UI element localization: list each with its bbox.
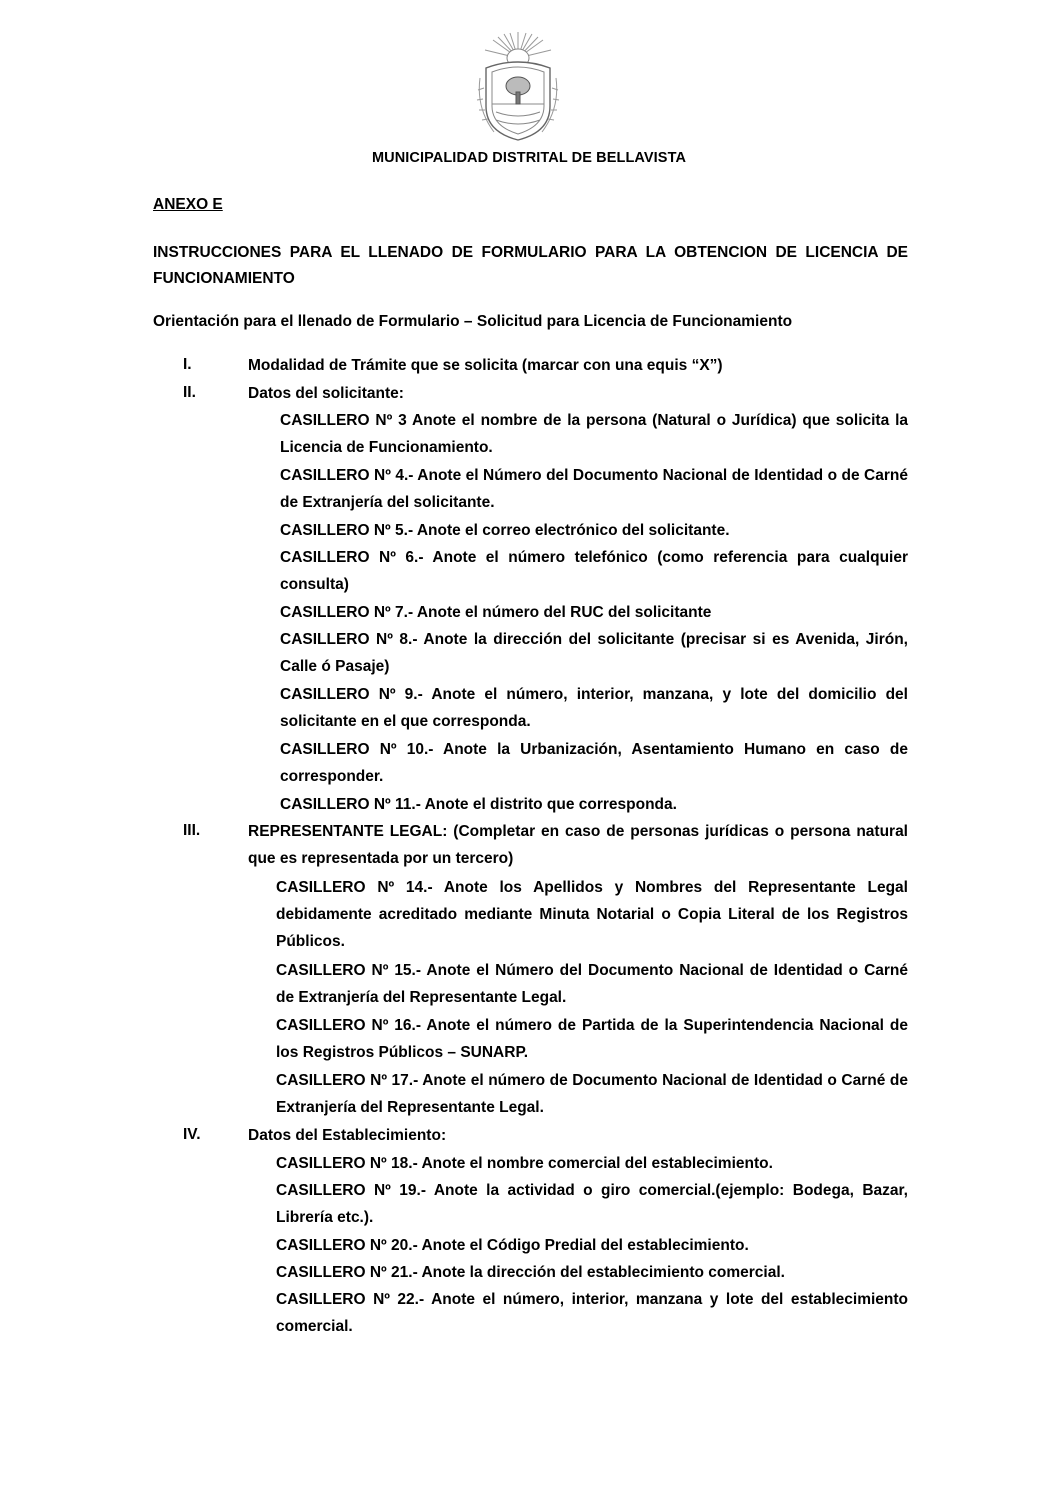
list-item: CASILLERO Nº 8.- Anote la dirección del solicitante (precisar si es Avenida, Jirón, Calle ó Pasaje) xyxy=(280,631,908,675)
list-item: CASILLERO Nº 10.- Anote la Urbanización, Asentamiento Humano en caso de corresponder. xyxy=(280,741,908,785)
section-title-4: Datos del Establecimiento: xyxy=(248,1127,447,1144)
list-item: CASILLERO Nº 5.- Anote el correo electrónico del solicitante. xyxy=(280,522,730,539)
section-numeral-4: IV. xyxy=(183,1126,201,1143)
orientation-subtitle: Orientación para el llenado de Formulario – Solicitud para Licencia de Funcionamiento xyxy=(153,313,793,330)
anexo-heading: ANEXO E xyxy=(153,196,223,213)
list-item: CASILLERO Nº 9.- Anote el número, interior, manzana, y lote del domicilio del solicitante en el que corresponda. xyxy=(280,686,908,730)
list-item: CASILLERO Nº 11.- Anote el distrito que corresponda. xyxy=(280,796,677,813)
list-item: CASILLERO Nº 17.- Anote el número de Documento Nacional de Identidad o Carné de Extranjería del Representante Legal. xyxy=(276,1072,908,1116)
list-item: CASILLERO Nº 7.- Anote el número del RUC del solicitante xyxy=(280,604,712,621)
section-title-1: Modalidad de Trámite que se solicita (marcar con una equis “X”) xyxy=(248,357,723,374)
municipality-title: MUNICIPALIDAD DISTRITAL DE BELLAVISTA xyxy=(371,150,687,166)
list-item: CASILLERO Nº 3 Anote el nombre de la persona (Natural o Jurídica) que solicita la Licencia de Funcionamiento. xyxy=(280,412,908,456)
list-item: CASILLERO Nº 16.- Anote el número de Partida de la Superintendencia Nacional de los Registros Públicos – SUNARP. xyxy=(276,1017,908,1061)
list-item: CASILLERO Nº 21.- Anote la dirección del establecimiento comercial. xyxy=(276,1264,785,1281)
section-title-2: Datos del solicitante: xyxy=(248,385,404,402)
list-item: CASILLERO Nº 20.- Anote el Código Predial del establecimiento. xyxy=(276,1237,749,1254)
list-item: CASILLERO Nº 4.- Anote el Número del Documento Nacional de Identidad o de Carné de Extranjería del solicitante. xyxy=(280,467,908,511)
list-item: CASILLERO Nº 19.- Anote la actividad o giro comercial.(ejemplo: Bodega, Bazar, Librería etc.). xyxy=(276,1182,908,1226)
list-item: CASILLERO Nº 18.- Anote el nombre comercial del establecimiento. xyxy=(276,1155,773,1172)
section-numeral-3: III. xyxy=(183,822,201,839)
coat-of-arms-icon xyxy=(472,28,564,146)
section-numeral-2: II. xyxy=(183,384,196,401)
section-numeral-1: I. xyxy=(183,356,192,373)
list-item: CASILLERO Nº 15.- Anote el Número del Documento Nacional de Identidad o Carné de Extranjería del Representante Legal. xyxy=(276,962,908,1006)
section-title-3: REPRESENTANTE LEGAL: (Completar en caso de personas jurídicas o persona natural que es representada por un tercero) xyxy=(248,823,908,867)
list-item: CASILLERO Nº 14.- Anote los Apellidos y Nombres del Representante Legal debidamente acreditado mediante Minuta Notarial o Copia Literal de los Registros Públicos. xyxy=(276,879,908,950)
list-item: CASILLERO Nº 6.- Anote el número telefónico (como referencia para cualquier consulta) xyxy=(280,549,908,593)
instructions-title: INSTRUCCIONES PARA EL LLENADO DE FORMULARIO PARA LA OBTENCION DE LICENCIA DE FUNCIONAMIENTO xyxy=(153,244,908,287)
list-item: CASILLERO Nº 22.- Anote el número, interior, manzana y lote del establecimiento comercial. xyxy=(276,1291,908,1335)
